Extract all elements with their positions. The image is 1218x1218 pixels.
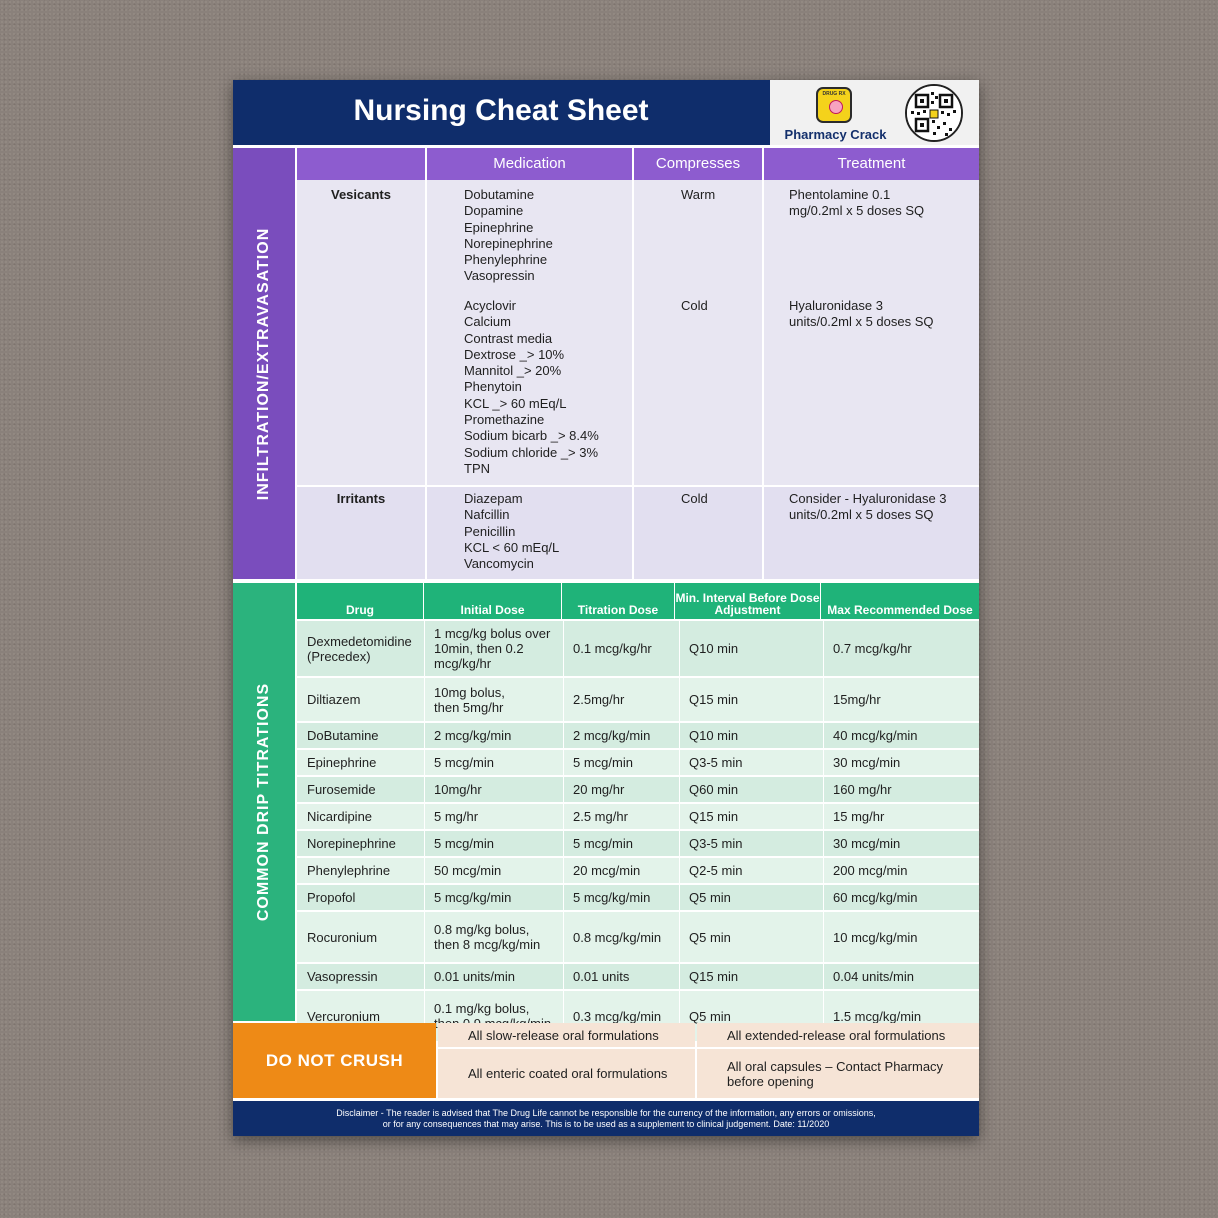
table-row [297,777,979,802]
cell-text: Q10 min [689,728,739,743]
cell-text: 5 mcg/min [573,755,633,770]
divider [679,723,680,748]
cell-line: Vercuronium [307,1008,380,1024]
table-row [297,912,979,962]
table-row [297,750,979,775]
table-row [297,678,979,721]
table-row [297,964,979,989]
cell-text: 160 mg/hr [833,782,892,797]
divider [632,148,634,579]
titration-dose-cell [573,804,681,829]
interval-cell [689,621,829,676]
vesicants-group2-meds [464,298,629,477]
divider [563,678,564,721]
irritants-treatment [789,491,974,524]
cell-line: (Precedex) [307,648,371,664]
vesicants-group2-treatment [789,298,974,331]
divider [563,723,564,748]
cell-text [307,809,372,824]
interval-cell [689,885,829,910]
treatment-line: Consider - Hyaluronidase 3 [789,491,947,506]
cell-text: 15 mg/hr [833,809,885,824]
cell-line: Nicardipine [307,809,373,824]
max-dose-cell [833,678,973,721]
divider [679,858,680,883]
logo-panel [770,80,979,145]
divider [679,678,680,721]
cell-text [434,728,511,743]
titration-dose-cell [573,885,681,910]
interval-cell [689,831,829,856]
treatment-line: units/0.2ml x 5 doses SQ [789,314,934,330]
max-dose-cell [833,831,973,856]
drug-cell [307,621,423,676]
cell-text: 15mg/hr [833,692,881,707]
cell-line: Norepinephrine [307,836,396,851]
divider [823,885,824,910]
cell-text [434,809,478,824]
cell-text: 0.01 units [573,969,630,984]
mascot-icon [829,100,843,114]
cell-line: 0.1 mg/kg bolus, [434,1001,530,1016]
max-dose-cell [833,750,973,775]
drip-header-interval: Min. Interval Before Dose Adjustment [675,583,820,619]
max-dose-cell [833,723,973,748]
med-item: Vancomycin [464,556,534,572]
titration-dose-cell [573,912,681,962]
cell-text: 2 mcg/kg/min [573,728,651,743]
cell-text: 10 mcg/kg/min [833,929,918,945]
cell-line: 2 mcg/kg/min [434,728,512,743]
med-item: Sodium chloride _> 3% [464,444,599,460]
initial-dose-cell [434,723,564,748]
titration-dose-cell [573,750,681,775]
interval-cell [689,750,829,775]
divider [823,777,824,802]
interval-cell [689,678,829,721]
cell-text [434,890,511,905]
divider [424,831,425,856]
initial-dose-cell [434,885,564,910]
cell-text: Q60 min [689,782,739,797]
drug-cell [307,964,423,989]
divider [563,621,564,676]
med-item: Dobutamine [464,187,535,202]
table-row [297,723,979,748]
cell-text [434,836,494,851]
divider [297,485,979,487]
irritants-meds [464,491,629,572]
infiltration-header-compresses: Compresses [634,148,762,180]
cell-text: Q15 min [689,692,739,707]
divider [679,912,680,962]
med-item: Dopamine [464,203,524,219]
med-item: Mannitol _> 20% [464,363,562,379]
initial-dose-cell [434,831,564,856]
divider [563,831,564,856]
initial-dose-cell [434,804,564,829]
drip-header-initial: Initial Dose [424,583,561,619]
pharmacy-logo-icon [816,87,852,123]
infiltration-header-treatment: Treatment [764,148,979,180]
initial-dose-cell [434,912,564,962]
max-dose-cell [833,912,973,962]
divider [823,858,824,883]
divider [679,750,680,775]
disclaimer-line: or for any consequences that may arise. This is to be used as a supplement to clinical judgement. Date: 11/2020 [382,1119,830,1129]
drug-cell [307,723,423,748]
med-item: Promethazine [464,412,545,428]
cell-text: 0.3 mcg/kg/min [573,1008,662,1024]
initial-dose-cell [434,621,564,676]
divider [424,621,425,676]
cell-text: 30 mcg/min [833,755,901,770]
interval-cell [689,804,829,829]
divider [823,723,824,748]
divider [823,804,824,829]
divider [424,885,425,910]
cell-line: Epinephrine [307,755,377,770]
divider [823,750,824,775]
treatment-line: Hyaluronidase 3 [789,298,883,313]
drug-cell [307,885,423,910]
dnc-item: All slow-release oral formulations [438,1023,695,1047]
divider [563,750,564,775]
disclaimer-line: Disclaimer - The reader is advised that The Drug Life cannot be responsible for the currency of the information, any errors or omissions, [336,1108,876,1118]
med-item: Penicillin [464,523,516,539]
cell-line: then 5mg/hr [434,699,504,715]
drip-header-drug: Drug [297,583,423,619]
titration-dose-cell [573,723,681,748]
drip-section-label [233,583,295,1021]
cell-text: Q15 min [689,809,739,824]
irritants-label: Irritants [336,491,386,506]
cell-text [307,755,376,770]
cell-text: 30 mcg/min [833,836,901,851]
cell-text [307,1009,380,1024]
cell-text: 2.5 mg/hr [573,809,628,824]
divider [424,750,425,775]
titration-dose-cell [573,964,681,989]
cell-text: 5 mcg/kg/min [573,890,651,905]
divider [563,885,564,910]
cell-line: then 8 mcg/kg/min [434,937,541,952]
titration-dose-cell [573,678,681,721]
cell-line: 10mg bolus, [434,684,505,700]
cell-text: Q2-5 min [689,863,743,878]
cell-line: 5 mcg/min [434,836,494,851]
table-row [297,831,979,856]
divider [823,831,824,856]
divider [424,678,425,721]
cell-line: Vasopressin [307,969,378,984]
cell-line: 50 mcg/min [434,863,502,878]
drug-cell [307,858,423,883]
qr-code-icon [905,84,963,142]
cell-text: 60 mcg/kg/min [833,890,918,905]
divider [424,964,425,989]
cell-text [307,930,377,945]
vesicants-group1-meds [464,187,629,285]
max-dose-cell [833,964,973,989]
dnc-item: All extended-release oral formulations [697,1023,979,1047]
cell-line: Rocuronium [307,929,378,945]
divider [823,678,824,721]
titration-dose-cell [573,858,681,883]
vesicants-group2-compress: Cold [681,298,708,313]
cell-line: 0.8 mg/kg bolus, [434,922,530,937]
cell-text: 2.5mg/hr [573,692,625,707]
med-item: KCL _> 60 mEq/L [464,395,567,411]
infiltration-header-medication: Medication [427,148,632,180]
table-row [297,885,979,910]
med-item: Nafcillin [464,507,510,523]
table-row [297,804,979,829]
cell-text [307,692,360,707]
cell-text: 0.1 mcg/kg/hr [573,641,652,656]
divider [679,621,680,676]
initial-dose-cell [434,678,564,721]
cell-text [434,969,515,984]
med-item: Phenytoin [464,379,522,395]
cell-text [434,922,540,952]
cell-line: 10min, then 0.2 [434,641,524,656]
interval-cell [689,777,829,802]
cell-text: Q3-5 min [689,836,743,851]
vesicants-group1-compress: Warm [681,187,716,202]
med-item: Sodium bicarb _> 8.4% [464,428,599,444]
drip-header-max: Max Recommended Dose [821,583,979,619]
logo-caption: Pharmacy Crack [784,127,887,142]
divider [679,804,680,829]
cell-line: Furosemide [307,782,376,797]
vesicants-group1-treatment [789,187,974,220]
divider [425,148,427,579]
initial-dose-cell [434,750,564,775]
divider [424,804,425,829]
cell-text: 0.7 mcg/kg/hr [833,641,912,656]
drip-title: COMMON DRIP TITRATIONS [255,682,272,922]
table-row [297,621,979,676]
cell-text: 0.04 units/min [833,969,914,984]
divider [679,777,680,802]
cell-line: Dexmedetomidine [307,633,412,649]
page-title: Nursing Cheat Sheet [353,94,649,127]
med-item: Diazepam [464,491,523,506]
drug-cell [307,750,423,775]
cell-text: 0.8 mcg/kg/min [573,929,662,945]
divider [424,777,425,802]
med-item: Acyclovir [464,298,517,313]
cell-text: Q5 min [689,890,731,905]
drug-cell [307,777,423,802]
interval-cell [689,723,829,748]
infiltration-section-label [233,148,295,579]
med-item: KCL < 60 mEq/L [464,539,560,555]
interval-cell [689,964,829,989]
irritants-compress: Cold [681,491,708,506]
cell-line: 5 mcg/min [434,755,494,770]
initial-dose-cell [434,964,564,989]
do-not-crush-label: DO NOT CRUSH [233,1023,436,1098]
divider [424,723,425,748]
initial-dose-cell [434,858,564,883]
cell-text [307,634,412,664]
disclaimer-footer [233,1101,979,1136]
cell-text: 1.5 mcg/kg/min [833,1008,922,1024]
med-item: Contrast media [464,330,553,346]
med-item: TPN [464,460,490,476]
cell-text: 40 mcg/kg/min [833,728,918,743]
cell-text: Q15 min [689,969,739,984]
divider [424,858,425,883]
cell-line: Diltiazem [307,692,361,707]
treatment-line: mg/0.2ml x 5 doses SQ [789,203,925,219]
divider [563,964,564,989]
logo-badge-text: DRUG RX [822,91,846,97]
interval-cell [689,912,829,962]
cell-line: Phenylephrine [307,863,391,878]
infiltration-header-blank [297,148,425,180]
titration-dose-cell [573,621,681,676]
max-dose-cell [833,804,973,829]
titration-dose-cell [573,777,681,802]
cell-text [434,685,505,715]
max-dose-cell [833,885,973,910]
titration-dose-cell [573,831,681,856]
med-item: Dextrose _> 10% [464,346,565,362]
cell-text [307,863,390,878]
drug-cell [307,804,423,829]
drug-cell [307,678,423,721]
cell-text [307,890,355,905]
drug-cell [307,912,423,962]
med-item: Norepinephrine [464,235,553,251]
cell-text: Q5 min [689,1008,731,1024]
max-dose-cell [833,858,973,883]
cell-text [434,863,501,878]
cell-text: 200 mcg/min [833,863,908,878]
drip-header-titration: Titration Dose [562,583,674,619]
drug-cell [307,831,423,856]
vesicants-label: Vesicants [331,187,391,202]
dnc-item: All oral capsules – Contact Pharmacy before opening [697,1049,979,1098]
divider [823,912,824,962]
med-item: Phenylephrine [464,252,548,268]
cell-line: DoButamine [307,728,379,743]
cell-line: mcg/kg/hr [434,656,492,671]
cell-text [434,782,482,797]
cell-text: 20 mg/hr [573,782,625,797]
infiltration-title: INFILTRATION/EXTRAVASATION [255,227,272,500]
max-dose-cell [833,777,973,802]
cell-text: Q10 min [689,641,739,656]
cell-line: 0.01 units/min [434,969,515,984]
cheat-sheet-poster [233,80,979,1136]
divider [679,831,680,856]
cell-text [434,626,550,671]
cell-text: Q5 min [689,929,731,945]
cell-text [307,782,376,797]
interval-cell [689,858,829,883]
dnc-item: All enteric coated oral formulations [438,1049,695,1098]
cell-line: 5 mg/hr [434,809,479,824]
cell-text [434,755,494,770]
cell-line: Propofol [307,890,356,905]
divider [563,804,564,829]
initial-dose-cell [434,777,564,802]
med-item: Vasopressin [464,268,535,284]
divider [424,912,425,962]
divider [679,964,680,989]
divider [563,912,564,962]
cell-text [307,728,379,743]
divider [762,148,764,579]
treatment-line: Phentolamine 0.1 [789,187,891,202]
cell-text: 5 mcg/min [573,836,633,851]
med-item: Calcium [464,314,511,330]
divider [679,885,680,910]
med-item: Epinephrine [464,219,534,235]
cell-text [307,836,396,851]
divider [563,777,564,802]
cell-line: 1 mcg/kg bolus over [434,626,551,641]
cell-text: Q3-5 min [689,755,743,770]
max-dose-cell [833,621,973,676]
table-row [297,858,979,883]
cell-line: 10mg/hr [434,782,482,797]
divider [823,621,824,676]
treatment-line: units/0.2ml x 5 doses SQ [789,507,934,523]
cell-line: 5 mcg/kg/min [434,890,512,905]
divider [823,964,824,989]
cell-text: 20 mcg/min [573,863,641,878]
divider [563,858,564,883]
cell-text [307,969,378,984]
